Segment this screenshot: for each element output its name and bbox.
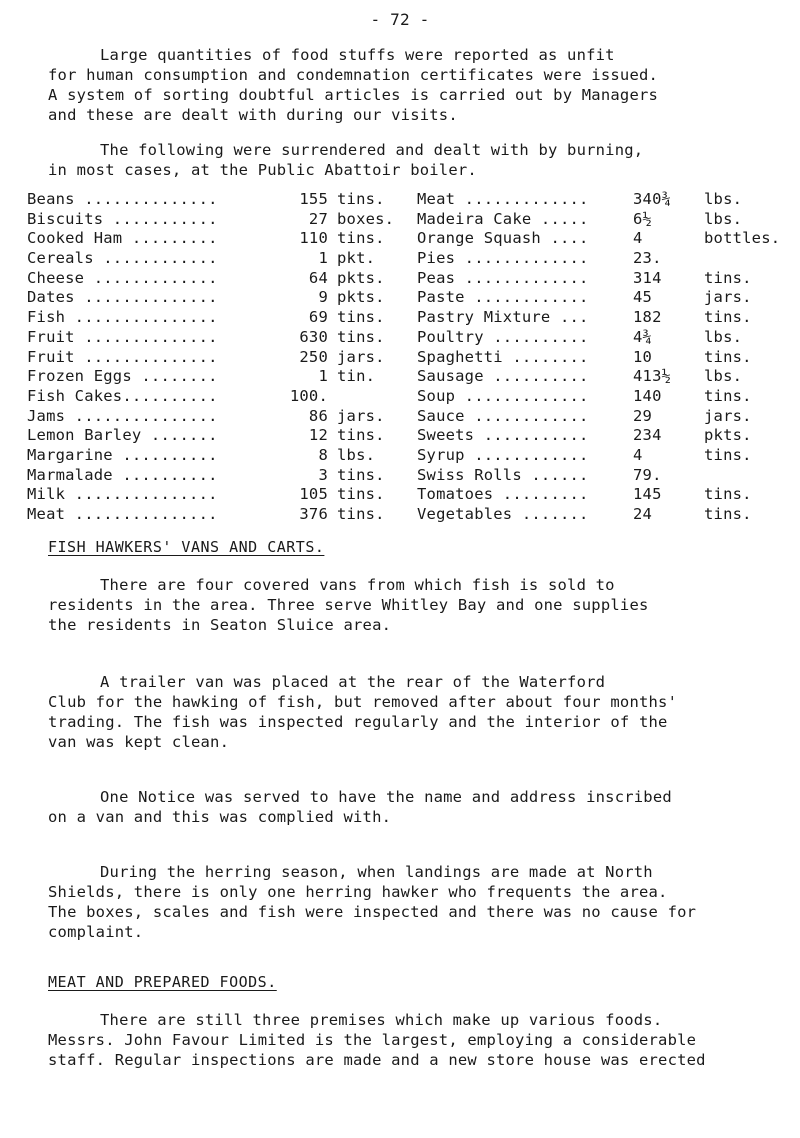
- left-item-quantity: 250: [299, 347, 328, 366]
- fish-paragraph-4: During the herring season, when landings are made at North Shields, there is only one herring hawker who frequents the area. The boxes, scales and fish were inspected and there was no cause for complaint.: [48, 863, 697, 941]
- left-item-quantity: 1: [318, 249, 328, 268]
- right-item-name: Spaghetti ........: [417, 347, 589, 366]
- left-item-quantity: 8: [318, 445, 328, 464]
- fish-section-heading: FISH HAWKERS' VANS AND CARTS.: [48, 538, 325, 556]
- right-item-unit: pkts.: [704, 426, 752, 445]
- left-item-quantity: 9: [318, 288, 328, 307]
- fish-paragraph-2: A trailer van was placed at the rear of the Waterford Club for the hawking of fish, but removed after about four months' trading. The fish was inspected regularly and the interior of the van was kept clean.: [48, 673, 678, 751]
- left-item-unit: lbs.: [337, 445, 376, 464]
- left-item-name: Fruit ..............: [27, 347, 218, 366]
- left-item-quantity: 69: [308, 308, 328, 327]
- right-item-name: Sweets ...........: [417, 426, 589, 445]
- left-item-name: Jams ...............: [27, 406, 218, 425]
- table-row: [20, 328, 790, 348]
- left-item-quantity: 110: [299, 229, 328, 248]
- left-item-name: Fish ...............: [27, 308, 218, 327]
- table-row: [20, 426, 790, 446]
- left-item-unit: boxes.: [337, 209, 395, 228]
- meat-paragraph: There are still three premises which make up various foods. Messrs. John Favour Limited is the largest, employing a considerable staff. Regular inspections are made and a new store house was erected: [48, 1011, 706, 1069]
- right-item-unit: bottles.: [704, 229, 781, 248]
- left-item-name: Fish Cakes..........: [27, 386, 218, 405]
- left-item-name: Beans ..............: [27, 190, 218, 208]
- right-item-quantity: 413½: [633, 367, 672, 386]
- table-row: [20, 190, 790, 210]
- left-item-quantity: 155: [299, 190, 328, 208]
- right-item-name: Vegetables .......: [417, 505, 589, 523]
- left-item-unit: tin.: [337, 367, 376, 386]
- left-item-unit: pkt.: [337, 249, 376, 268]
- left-item-unit: tins.: [337, 308, 385, 327]
- right-item-quantity: 4¾: [633, 327, 653, 346]
- left-item-name: Cereals ............: [27, 249, 218, 268]
- right-item-unit: lbs.: [704, 209, 743, 228]
- right-item-unit: jars.: [704, 406, 752, 425]
- right-item-quantity: 23.: [633, 249, 662, 268]
- table-row: [20, 249, 790, 269]
- left-item-name: Frozen Eggs ........: [27, 367, 218, 386]
- right-item-name: Paste ............: [417, 288, 589, 307]
- left-item-unit: jars.: [337, 347, 385, 366]
- table-row: [20, 466, 790, 486]
- right-item-quantity: 145: [633, 485, 662, 504]
- right-item-quantity: 4: [633, 445, 643, 464]
- left-item-quantity: 105: [299, 485, 328, 504]
- right-item-quantity: 29: [633, 406, 653, 425]
- right-item-unit: tins.: [704, 386, 752, 405]
- left-item-unit: tins.: [337, 426, 385, 445]
- table-row: [20, 367, 790, 387]
- left-item-name: Milk ...............: [27, 485, 218, 504]
- fish-paragraph-3: One Notice was served to have the name and address inscribed on a van and this was complied with.: [48, 788, 672, 826]
- right-item-unit: tins.: [704, 505, 752, 523]
- right-item-name: Madeira Cake .....: [417, 209, 589, 228]
- left-item-unit: tins.: [337, 229, 385, 248]
- right-item-quantity: 182: [633, 308, 662, 327]
- left-item-quantity: 1: [318, 367, 328, 386]
- intro-paragraph-2: The following were surrendered and dealt with by burning, in most cases, at the Public Abattoir boiler.: [48, 141, 644, 179]
- right-item-quantity: 4: [633, 229, 643, 248]
- table-row: [20, 210, 790, 230]
- left-item-quantity: 376: [299, 505, 328, 523]
- right-item-quantity: 45: [633, 288, 653, 307]
- left-item-name: Marmalade ..........: [27, 465, 218, 484]
- right-item-name: Meat .............: [417, 190, 589, 208]
- left-item-unit: pkts.: [337, 268, 385, 287]
- left-item-quantity: 630: [299, 327, 328, 346]
- table-row: [20, 229, 790, 249]
- left-item-unit: tins.: [337, 465, 385, 484]
- right-item-name: Orange Squash ....: [417, 229, 589, 248]
- left-item-name: Cheese .............: [27, 268, 218, 287]
- table-row: [20, 288, 790, 308]
- table-row: [20, 446, 790, 466]
- meat-section-heading: MEAT AND PREPARED FOODS.: [48, 973, 277, 991]
- left-item-name: Margarine ..........: [27, 445, 218, 464]
- page-number: - 72 -: [370, 10, 430, 29]
- left-item-name: Biscuits ...........: [27, 209, 218, 228]
- fish-paragraph-1: There are four covered vans from which fish is sold to residents in the area. Three serve Whitley Bay and one supplies the residents in Seaton Sluice area.: [48, 576, 649, 634]
- right-item-quantity: 314: [633, 268, 662, 287]
- table-row: [20, 407, 790, 427]
- left-item-quantity: 100.: [289, 386, 328, 405]
- right-item-name: Soup .............: [417, 386, 589, 405]
- left-item-unit: tins.: [337, 485, 385, 504]
- right-item-name: Pies .............: [417, 249, 589, 268]
- right-item-name: Pastry Mixture ...: [417, 308, 589, 327]
- left-item-unit: pkts.: [337, 288, 385, 307]
- intro-paragraph-1: Large quantities of food stuffs were reported as unfit for human consumption and condemnation certificates were issued. A system of sorting doubtful articles is carried out by Managers and these are dealt with during our visits.: [48, 46, 659, 124]
- right-item-unit: tins.: [704, 268, 752, 287]
- right-item-unit: tins.: [704, 485, 752, 504]
- right-item-unit: jars.: [704, 288, 752, 307]
- left-item-quantity: 27: [308, 209, 328, 228]
- table-row: [20, 505, 790, 525]
- left-item-unit: tins.: [337, 505, 385, 523]
- left-item-name: Cooked Ham .........: [27, 229, 218, 248]
- table-row: [20, 348, 790, 368]
- right-item-name: Sauce ............: [417, 406, 589, 425]
- left-item-unit: tins.: [337, 190, 385, 208]
- left-item-name: Fruit ..............: [27, 327, 218, 346]
- right-item-quantity: 6½: [633, 209, 653, 228]
- right-item-quantity: 140: [633, 386, 662, 405]
- right-item-quantity: 234: [633, 426, 662, 445]
- right-item-unit: lbs.: [704, 190, 743, 208]
- left-item-unit: tins.: [337, 327, 385, 346]
- left-item-quantity: 12: [308, 426, 328, 445]
- right-item-name: Syrup ............: [417, 445, 589, 464]
- left-item-name: Lemon Barley .......: [27, 426, 218, 445]
- right-item-quantity: 10: [633, 347, 653, 366]
- table-row: [20, 269, 790, 289]
- left-item-quantity: 64: [308, 268, 328, 287]
- table-row: [20, 485, 790, 505]
- left-item-quantity: 3: [318, 465, 328, 484]
- table-row: [20, 308, 790, 328]
- surrendered-items-table: [20, 190, 790, 525]
- right-item-name: Peas .............: [417, 268, 589, 287]
- right-item-quantity: 79.: [633, 465, 662, 484]
- right-item-name: Swiss Rolls ......: [417, 465, 589, 484]
- left-item-name: Meat ...............: [27, 505, 218, 523]
- left-item-unit: jars.: [337, 406, 385, 425]
- right-item-unit: lbs.: [704, 367, 743, 386]
- table-row: [20, 387, 790, 407]
- left-item-quantity: 86: [308, 406, 328, 425]
- right-item-unit: lbs.: [704, 327, 743, 346]
- right-item-name: Tomatoes .........: [417, 485, 589, 504]
- right-item-unit: tins.: [704, 445, 752, 464]
- right-item-name: Poultry ..........: [417, 327, 589, 346]
- right-item-quantity: 340¾: [633, 190, 672, 208]
- right-item-quantity: 24: [633, 505, 653, 523]
- left-item-name: Dates ..............: [27, 288, 218, 307]
- right-item-unit: tins.: [704, 308, 752, 327]
- right-item-name: Sausage ..........: [417, 367, 589, 386]
- right-item-unit: tins.: [704, 347, 752, 366]
